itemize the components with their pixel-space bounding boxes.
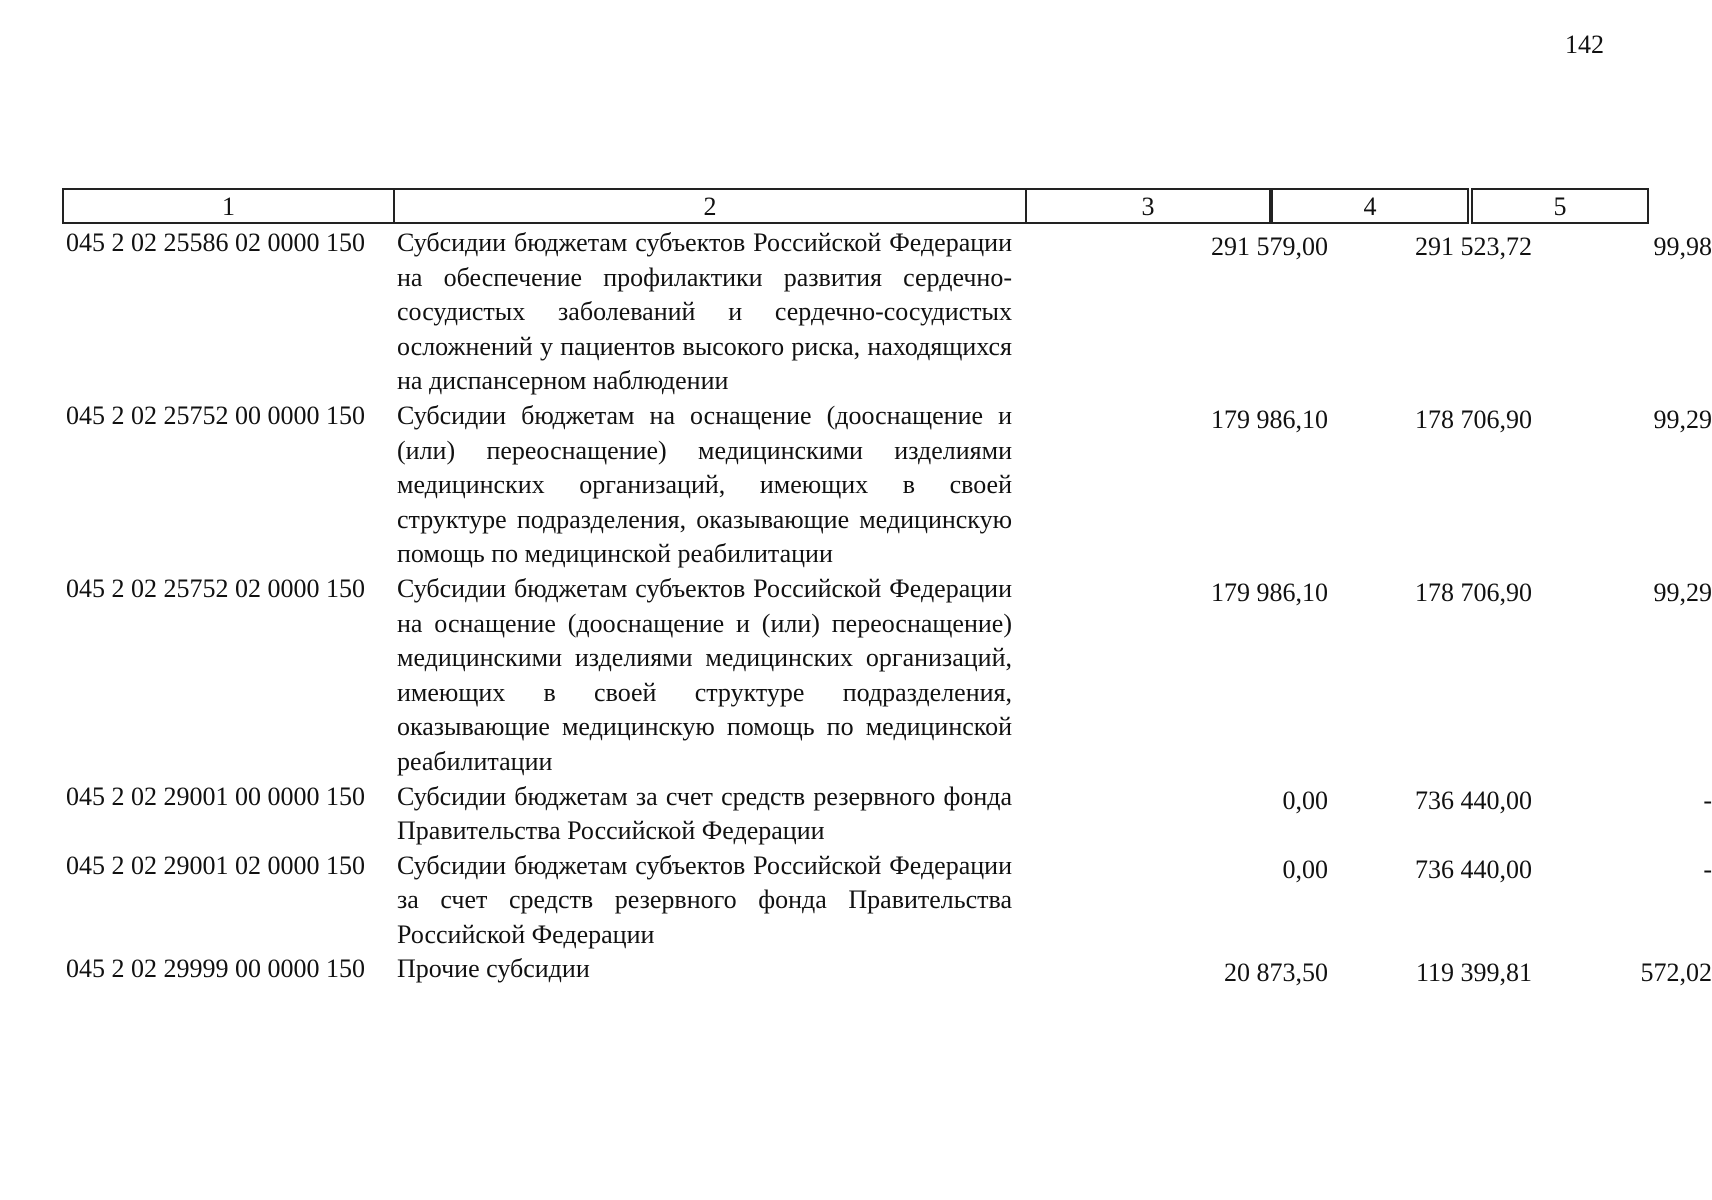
- table-row: [62, 952, 1712, 988]
- row-description: Субсидии бюджетам на оснащение (дооснащение и (или) переоснащение) медицинскими изделиями медицинских организаций, имеющих в своей структуре подразделения, оказывающие медицинскую помощь по медицинской реабилитации: [397, 400, 1012, 569]
- row-description: Субсидии бюджетам субъектов Российской Федерации на обеспечение профилактики развития сердечно-сосудистых заболеваний и сердечно-сосудистых осложнений у пациентов высокого риска, находящихся на диспансерном наблюдении: [397, 228, 1012, 396]
- col3-value: 179 986,10: [1211, 404, 1328, 434]
- col5-value: 99,29: [1653, 577, 1712, 607]
- col4-value: 736 440,00: [1415, 854, 1532, 884]
- header-col-1: 1: [62, 188, 395, 224]
- header-col-5: 5: [1471, 188, 1649, 224]
- row-description: Субсидии бюджетам за счет средств резервного фонда Правительства Российской Федерации: [397, 781, 1012, 846]
- budget-code: 045 2 02 29001 02 0000 150: [66, 850, 365, 880]
- col4-value: 178 706,90: [1415, 404, 1532, 434]
- table-row: [62, 399, 1712, 572]
- row-description: Субсидии бюджетам субъектов Российской Федерации на оснащение (дооснащение и (или) переоснащение) медицинскими изделиями медицинских организаций, имеющих в своей структуре подразделения, оказывающие медицинскую помощь по медицинской реабилитации: [397, 573, 1012, 776]
- table-row: [62, 780, 1712, 849]
- col4-value: 119 399,81: [1415, 958, 1532, 988]
- col3-value: 0,00: [1282, 854, 1328, 884]
- table-body: [62, 226, 1712, 988]
- col3-value: 0,00: [1282, 785, 1328, 815]
- budget-code: 045 2 02 25752 02 0000 150: [66, 573, 365, 603]
- col4-value: 291 523,72: [1415, 232, 1532, 261]
- table-header: [62, 188, 1652, 226]
- header-col-2: 2: [393, 188, 1027, 224]
- row-description: Прочие субсидии: [397, 954, 590, 984]
- col3-value: 20 873,50: [1224, 958, 1328, 988]
- col5-value: 99,29: [1653, 404, 1712, 434]
- budget-code: 045 2 02 29999 00 0000 150: [66, 954, 365, 984]
- col4-value: 736 440,00: [1415, 785, 1532, 815]
- budget-code: 045 2 02 29001 00 0000 150: [66, 781, 365, 811]
- table-row: [62, 849, 1712, 953]
- budget-code: 045 2 02 25586 02 0000 150: [66, 228, 365, 257]
- table-row: [62, 226, 1712, 399]
- row-description: Субсидии бюджетам субъектов Российской Федерации за счет средств резервного фонда Правительства Российской Федерации: [397, 850, 1012, 949]
- col3-value: 291 579,00: [1211, 232, 1328, 261]
- col3-value: 179 986,10: [1211, 577, 1328, 607]
- table-row: [62, 572, 1712, 780]
- header-col-3: 3: [1025, 188, 1271, 224]
- header-col-4: 4: [1271, 188, 1469, 224]
- col4-value: 178 706,90: [1415, 577, 1532, 607]
- budget-code: 045 2 02 25752 00 0000 150: [66, 400, 365, 430]
- col5-value: 99,98: [1653, 232, 1712, 261]
- col5-value: -: [1703, 785, 1712, 815]
- col5-value: 572,02: [1640, 958, 1712, 988]
- page-number: 142: [1565, 30, 1604, 59]
- col5-value: -: [1703, 854, 1712, 884]
